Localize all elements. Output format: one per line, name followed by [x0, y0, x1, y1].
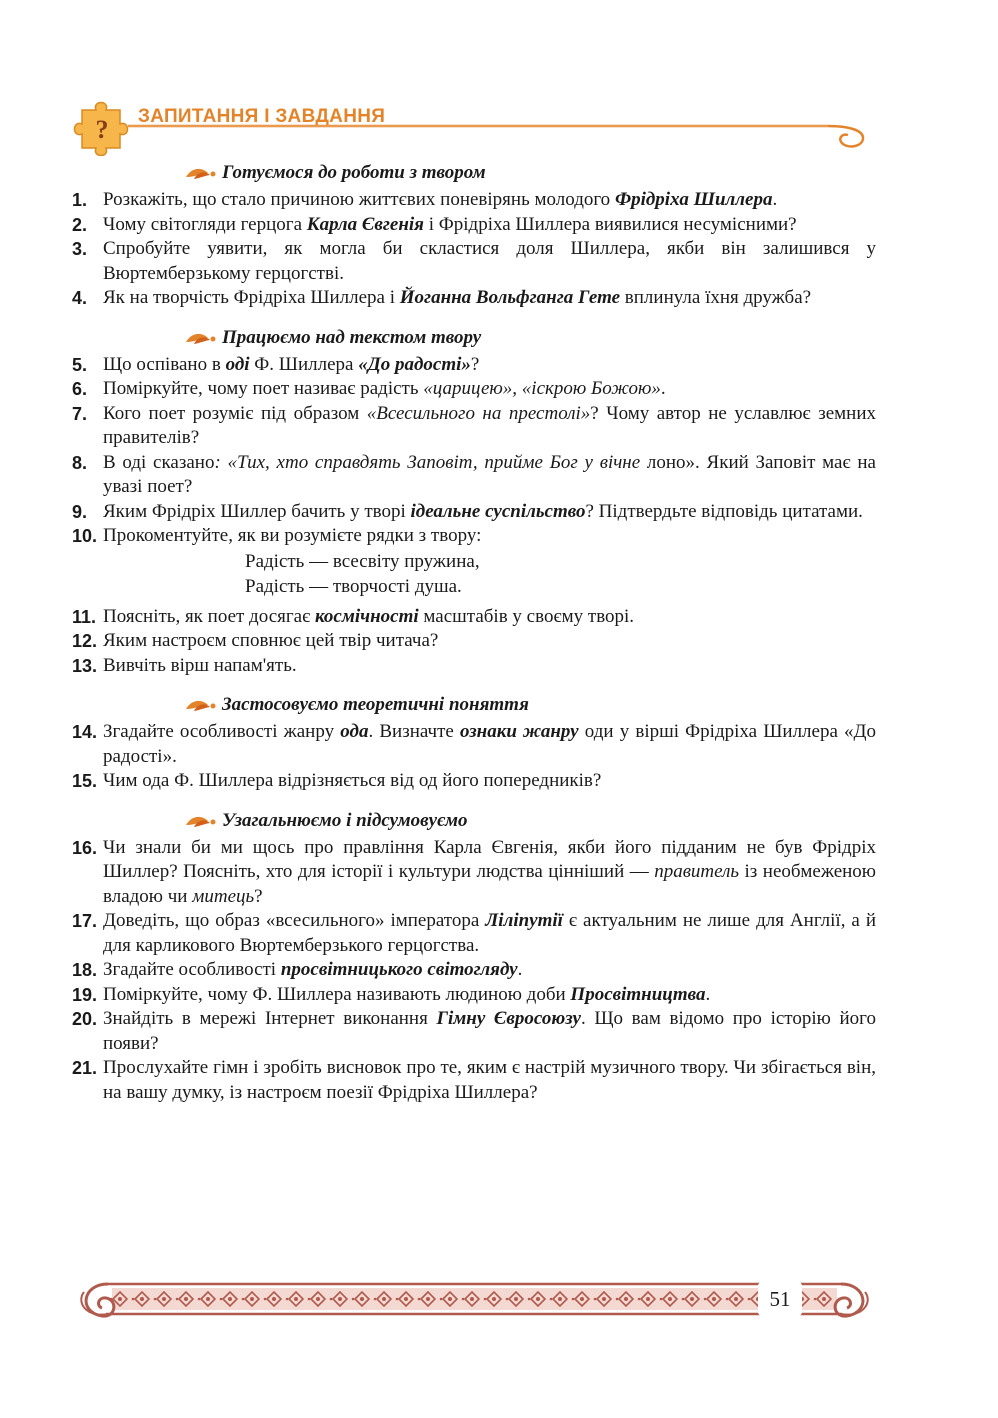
emphasized-term: Просвітництва — [570, 983, 706, 1005]
question-text — [103, 836, 876, 910]
page-footer — [72, 1262, 877, 1334]
question-text-part: В оді сказано — [103, 451, 215, 473]
questions-content — [72, 158, 876, 1105]
section-title — [184, 323, 876, 353]
emphasized-term: Гімну Євросоюзу — [436, 1008, 581, 1029]
poem-line: Радість — творчості душа. — [245, 575, 462, 597]
question-item — [72, 1007, 876, 1056]
question-text-part: ? — [254, 885, 263, 907]
question-text — [103, 377, 876, 402]
question-text — [103, 451, 876, 500]
question-text — [103, 237, 876, 286]
question-text-part: Вивчіть вірш напам'ять. — [103, 654, 297, 676]
question-number: 2. — [72, 214, 88, 235]
section-gap — [72, 311, 876, 323]
emphasized-term: просвітницького світогляду — [280, 959, 518, 980]
question-text-part: Прослухайте гімн і зробіть висновок про те, яким є настрій музичного твору. Чи збігається він, на вашу думку, із настроєм поезії Фрідріха Шиллера? — [103, 1057, 876, 1103]
question-text-part: Знайдіть в мережі Інтернет виконання — [103, 1008, 437, 1029]
question-text-part: ? Підтвердьте відповідь цитатами. — [585, 500, 863, 522]
question-text-part: Розкажіть, що стало причиною життєвих поневірянь молодого — [103, 189, 615, 210]
question-item — [72, 353, 876, 378]
question-item — [72, 654, 876, 679]
page-number: 51 — [758, 1282, 802, 1316]
question-text — [103, 286, 876, 311]
question-text — [103, 720, 876, 769]
question-item — [72, 524, 876, 549]
question-item — [72, 769, 876, 794]
question-text-part: оди у вірші Фрідріха Шиллера «До радості». — [103, 721, 877, 767]
question-text-part: Згадайте особливості — [103, 959, 281, 980]
question-item — [72, 720, 876, 769]
question-item — [72, 605, 876, 630]
question-number: 17. — [72, 911, 98, 931]
emphasized-term: ознаки жанру — [459, 721, 579, 742]
italic-quote: «Всесильного на престолі» — [366, 402, 591, 424]
question-text-part: Кого поет розуміє під образом — [103, 402, 367, 424]
question-text-part: Що оспівано в — [103, 353, 226, 375]
question-text-part: ? — [470, 353, 480, 375]
section-title — [184, 806, 876, 836]
question-number: 10. — [72, 526, 98, 546]
question-item — [72, 500, 876, 525]
question-text — [103, 654, 876, 679]
question-number: 14. — [72, 722, 98, 742]
leaf-bullet-icon — [184, 813, 216, 829]
leaf-bullet-icon — [184, 697, 216, 713]
question-number: 3. — [72, 239, 88, 259]
question-text-part: . — [705, 983, 711, 1005]
emphasized-term: Йоганна Вольфганга Гете — [399, 287, 621, 308]
question-text-part: . Що вам відомо про історію його появи? — [103, 1008, 876, 1054]
question-text-part: Яким Фрідріх Шиллер бачить у творі — [103, 500, 411, 522]
question-text — [103, 1056, 876, 1105]
section-title-text: Готуємося до роботи з твором — [222, 162, 486, 183]
question-text-part: ? Чому автор не уславлює земних правителів? — [103, 402, 877, 448]
question-text-part: масштабів у своєму творі. — [418, 605, 635, 627]
question-text — [103, 213, 876, 238]
leaf-bullet-icon — [184, 330, 216, 346]
poem-line: Радість — всесвіту пружина, — [245, 550, 480, 572]
question-number: 9. — [72, 501, 88, 522]
question-number: 1. — [72, 190, 88, 210]
footer-ornament — [72, 1262, 877, 1334]
question-number: 18. — [72, 960, 98, 980]
question-text-part: Доведіть, що образ «всесильного» імператора — [103, 910, 486, 931]
question-text-part: . — [517, 959, 523, 980]
question-text-part: із необмеженою владою чи — [103, 861, 876, 907]
question-text — [103, 983, 876, 1008]
question-item — [72, 377, 876, 402]
question-text-part: Поміркуйте, чому поет називає радість — [103, 378, 424, 399]
question-number: 6. — [72, 379, 88, 399]
question-text-part: вплинула їхня дружба? — [620, 287, 812, 308]
emphasized-term: космічності — [315, 605, 419, 627]
question-number: 7. — [72, 403, 88, 424]
question-number: 4. — [72, 288, 88, 308]
question-text — [103, 353, 876, 378]
question-text-part: . — [660, 378, 666, 399]
question-text — [103, 402, 876, 451]
question-text-part: Як на творчість Фрідріха Шиллера і — [103, 287, 400, 308]
question-text — [103, 1007, 876, 1056]
emphasized-term: Ліліпутії — [485, 910, 563, 931]
section-title — [184, 690, 876, 720]
question-text-part: лоно». Який Заповіт має на увазі поет? — [103, 451, 876, 497]
question-number: 11. — [72, 606, 97, 627]
question-number: 15. — [72, 771, 98, 791]
question-item — [72, 983, 876, 1008]
section-header — [72, 96, 872, 156]
question-text — [103, 629, 876, 654]
question-text-part: Яким настроєм сповнює цей твір читача? — [103, 630, 439, 651]
question-number: 21. — [72, 1058, 98, 1078]
question-item — [72, 909, 876, 958]
question-number: 5. — [72, 354, 88, 375]
question-text-part: Прокоментуйте, як ви розумієте рядки з твору: — [103, 525, 482, 546]
question-number: 16. — [72, 837, 98, 858]
svg-text:?: ? — [95, 115, 109, 144]
italic-quote: правитель — [654, 861, 740, 882]
question-number: 20. — [72, 1009, 98, 1029]
question-number: 13. — [72, 655, 98, 676]
question-number: 8. — [72, 452, 88, 473]
page-title: ЗАПИТАННЯ І ЗАВДАННЯ — [138, 106, 386, 127]
section-title-text: Працюємо над текстом твору — [222, 326, 482, 348]
question-item — [72, 213, 876, 238]
question-text-part: . — [772, 189, 778, 210]
question-item — [72, 958, 876, 983]
question-text-part: і Фрідріха Шиллера виявилися несумісними? — [423, 213, 797, 235]
italic-quote: «царицею», «іскрою Божою» — [423, 378, 661, 399]
italic-quote: митець — [192, 885, 255, 907]
puzzle-question-icon — [72, 96, 136, 156]
section-gap — [72, 794, 876, 806]
question-text-part: Поясніть, як поет досягає — [103, 605, 315, 627]
question-text — [103, 605, 876, 630]
header-rule — [128, 122, 873, 154]
question-text-part: Поміркуйте, чому Ф. Шиллера називають людиною доби — [103, 983, 571, 1005]
question-text — [103, 769, 876, 794]
emphasized-term: ода — [340, 721, 369, 742]
question-item — [72, 1056, 876, 1105]
section-gap — [72, 678, 876, 690]
question-item — [72, 836, 876, 910]
question-item — [72, 451, 876, 500]
question-text-part: Ф. Шиллера — [249, 353, 359, 375]
question-text-part: Чи знали би ми щось про правління Карла Євгенія, якби його підданим не був Фрідріх Шиллер? Поясніть, хто для історії і культури людства цінніший — — [103, 836, 876, 882]
leaf-bullet-icon — [184, 165, 216, 181]
section-title-text: Застосовуємо теоретичні поняття — [222, 694, 529, 715]
question-text-part: є актуальним не лише для Англії, а й для карликового Вюртемберзького герцогства. — [103, 910, 876, 956]
question-item — [72, 402, 876, 451]
italic-quote: : «Тих, хто справдять Заповіт, прийме Бог у вічне — [214, 451, 641, 473]
question-text — [103, 500, 876, 525]
question-text-part: Чим ода Ф. Шиллера відрізняється від од його попередників? — [103, 770, 602, 791]
question-text — [103, 524, 876, 549]
emphasized-term: «До радості» — [358, 353, 471, 375]
emphasized-term: ідеальне суспільство — [410, 500, 586, 522]
section-title-text: Узагальнюємо і підсумовуємо — [222, 809, 468, 831]
question-text — [103, 958, 876, 983]
question-text-part: Згадайте особливості жанру — [103, 721, 341, 742]
emphasized-term: Фрідріха Шиллера — [614, 189, 773, 210]
question-text-part: . Визначте — [368, 721, 460, 742]
question-number: 19. — [72, 984, 98, 1005]
question-item — [72, 629, 876, 654]
question-item — [72, 286, 876, 311]
question-item — [72, 188, 876, 213]
section-title — [184, 158, 876, 188]
emphasized-term: оді — [225, 353, 250, 375]
question-number: 12. — [72, 631, 98, 651]
question-text-part: Чому світогляди герцога — [103, 213, 307, 235]
emphasized-term: Карла Євгенія — [306, 213, 424, 235]
question-text — [103, 909, 876, 958]
question-text-part: Спробуйте уявити, як могла би скластися доля Шиллера, якби він залишився у Вюртемберзькому герцогстві. — [103, 238, 876, 284]
question-text — [103, 188, 876, 213]
question-item — [72, 237, 876, 286]
